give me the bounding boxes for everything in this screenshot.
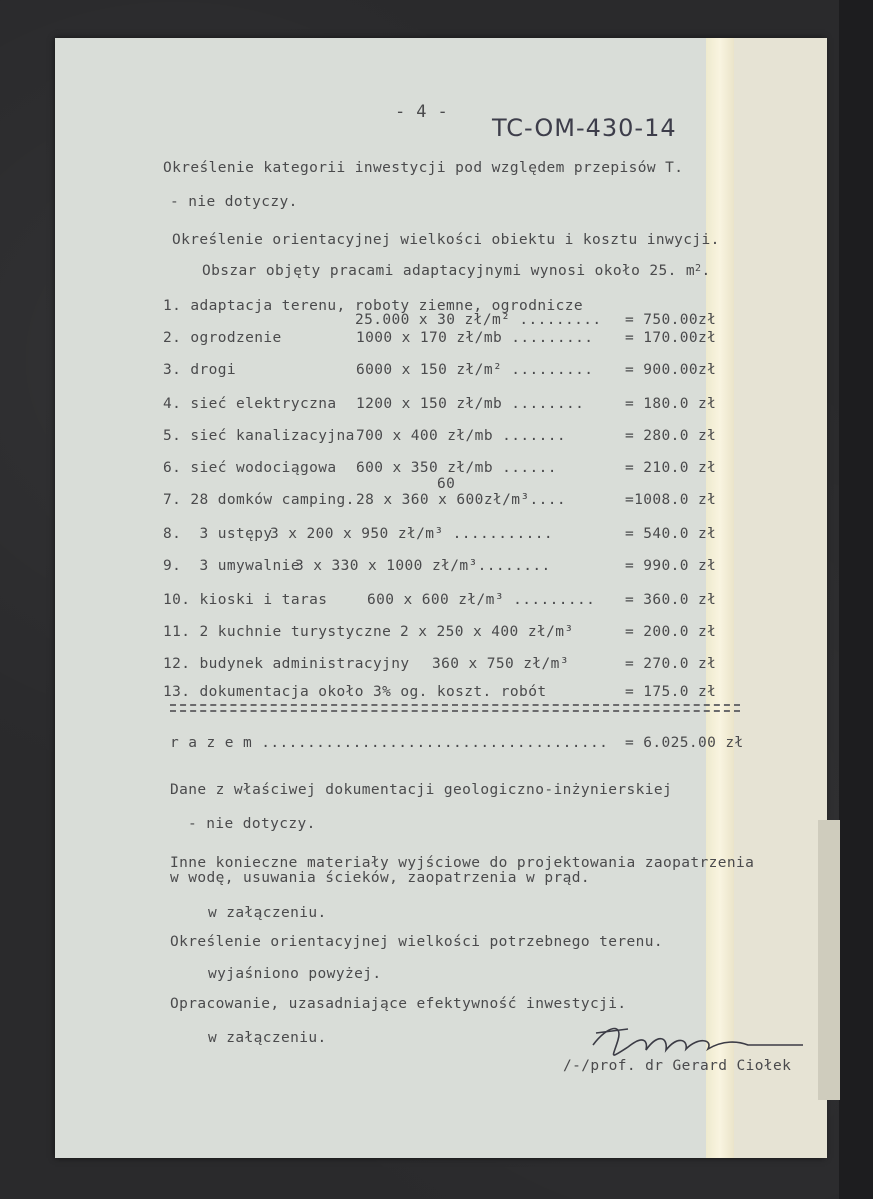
geo-value: - nie dotyczy. xyxy=(188,816,316,832)
item-cost: = 540.0 zł xyxy=(625,526,717,542)
item-label: 12. budynek administracyjny xyxy=(163,656,410,672)
item-cost: = 900.00zł xyxy=(625,362,717,378)
item-correction: 60 xyxy=(437,476,456,492)
materials-heading-1: Inne konieczne materiały wyjściowe do projektowania zaopatrzenia xyxy=(170,855,755,871)
total-divider-2 xyxy=(170,710,740,712)
total-label: r a z e m ...................................... xyxy=(170,735,609,751)
item-calculation: 1200 x 150 zł/mb ........ xyxy=(356,396,585,412)
item-cost: = 750.00zł xyxy=(625,312,717,328)
efficiency-heading: Opracowanie, uzasadniające efektywność inwestycji. xyxy=(170,996,627,1012)
item-calculation: 700 x 400 zł/mb ....... xyxy=(356,428,566,444)
signatory-name: /-/prof. dr Gerard Ciołek xyxy=(563,1058,792,1074)
item-cost: = 180.0 zł xyxy=(625,396,717,412)
item-calculation: 600 x 350 zł/mb ...... xyxy=(356,460,557,476)
item-cost: = 990.0 zł xyxy=(625,558,717,574)
item-cost: = 170.00zł xyxy=(625,330,717,346)
geo-heading: Dane z właściwej dokumentacji geologiczno-inżynierskiej xyxy=(170,782,673,798)
item-calculation: 360 x 750 zł/m³ xyxy=(432,656,569,672)
category-heading: Określenie kategorii inwestycji pod względem przepisów T. xyxy=(163,160,684,176)
total-value: = 6.025.00 zł xyxy=(625,735,744,751)
item-cost: = 270.0 zł xyxy=(625,656,717,672)
terrain-heading: Określenie orientacyjnej wielkości potrzebnego terenu. xyxy=(170,934,664,950)
item-calculation: 600 x 600 zł/m³ ......... xyxy=(367,592,596,608)
item-label: 1. adaptacja terenu, roboty ziemne, ogrodnicze xyxy=(163,298,583,314)
area-line: Obszar objęty pracami adaptacyjnymi wynosi około 25. $m^2$. xyxy=(202,263,711,279)
item-label: 4. sieć elektryczna xyxy=(163,396,337,412)
item-label: 2. ogrodzenie xyxy=(163,330,282,346)
size-heading: Określenie orientacyjnej wielkości obiektu i kosztu inwycji. xyxy=(172,232,720,248)
page-curl xyxy=(818,820,840,1100)
item-label: 5. sieć kanalizacyjna xyxy=(163,428,355,444)
handwritten-reference: TC-OM-430-14 xyxy=(492,114,677,142)
item-cost: = 360.0 zł xyxy=(625,592,717,608)
item-cost: = 210.0 zł xyxy=(625,460,717,476)
category-value: - nie dotyczy. xyxy=(170,194,298,210)
item-cost: = 200.0 zł xyxy=(625,624,717,640)
item-label: 13. dokumentacja około 3% og. koszt. robót xyxy=(163,684,547,700)
item-label: 9. 3 umywalnie xyxy=(163,558,300,574)
terrain-value: wyjaśniono powyżej. xyxy=(208,966,382,982)
item-cost: =1008.0 zł xyxy=(625,492,717,508)
page-number: - 4 - xyxy=(395,102,449,122)
materials-heading-2: w wodę, usuwania ścieków, zaopatrzenia w prąd. xyxy=(170,870,590,886)
item-label: 3. drogi xyxy=(163,362,237,378)
total-divider xyxy=(170,704,740,706)
item-calculation: 25.000 x 30 zł/m² ......... xyxy=(355,312,602,328)
item-calculation: 3 x 330 x 1000 zł/m³........ xyxy=(295,558,551,574)
materials-value: w załączeniu. xyxy=(208,905,327,921)
item-label: 7. 28 domków camping. xyxy=(163,492,355,508)
item-calculation: 3 x 200 x 950 zł/m³ ........... xyxy=(270,526,554,542)
item-label: 6. sieć wodociągowa xyxy=(163,460,337,476)
item-calculation: 2 x 250 x 400 zł/m³ xyxy=(400,624,574,640)
dark-edge xyxy=(839,0,873,1199)
item-calculation: 1000 x 170 zł/mb ......... xyxy=(356,330,594,346)
item-calculation: 6000 x 150 zł/m² ......... xyxy=(356,362,594,378)
item-cost: = 280.0 zł xyxy=(625,428,717,444)
item-calculation: 28 x 360 x 600zł/m³.... xyxy=(356,492,566,508)
item-label: 10. kioski i taras xyxy=(163,592,328,608)
item-label: 8. 3 ustępy xyxy=(163,526,273,542)
efficiency-value: w załączeniu. xyxy=(208,1030,327,1046)
item-cost: = 175.0 zł xyxy=(625,684,717,700)
item-label: 11. 2 kuchnie turystyczne xyxy=(163,624,392,640)
